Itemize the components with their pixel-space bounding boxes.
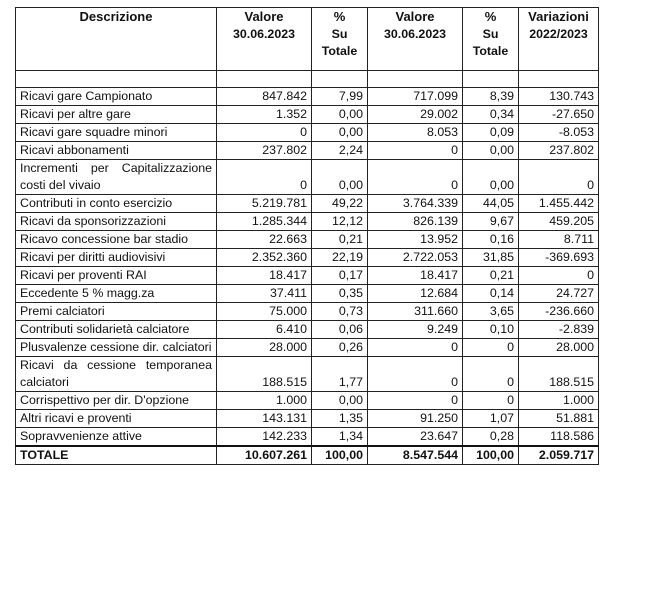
subheader-su-totale-1: [312, 26, 368, 71]
total-percent-1: 100,00: [312, 446, 368, 465]
spacer-cell: [16, 71, 217, 88]
row-percent-2: 0: [463, 339, 519, 357]
row-value-2: 9.249: [368, 321, 463, 339]
row-percent-2: 0,14: [463, 285, 519, 303]
table-row: [16, 410, 599, 428]
row-variation: 459.205: [519, 213, 599, 231]
row-percent-1: 0,00: [312, 160, 368, 195]
row-value-1: 143.131: [217, 410, 312, 428]
row-value-2: 717.099: [368, 88, 463, 106]
row-percent-1: 12,12: [312, 213, 368, 231]
row-percent-2: 0,21: [463, 267, 519, 285]
table-row: [16, 357, 599, 392]
row-variation: 28.000: [519, 339, 599, 357]
table-row: [16, 231, 599, 249]
row-variation: -8.053: [519, 124, 599, 142]
row-value-2: 0: [368, 339, 463, 357]
row-value-1: 0: [217, 160, 312, 195]
header-percent-2: %: [463, 8, 519, 27]
row-value-2: 0: [368, 142, 463, 160]
total-percent-2: 100,00: [463, 446, 519, 465]
row-value-1: 5.219.781: [217, 195, 312, 213]
row-percent-1: 1,77: [312, 357, 368, 392]
subheader-totale-2: Totale: [472, 44, 509, 58]
total-variation: 2.059.717: [519, 446, 599, 465]
header-valore-1: Valore: [217, 8, 312, 27]
row-value-2: 3.764.339: [368, 195, 463, 213]
row-value-2: 311.660: [368, 303, 463, 321]
row-value-1: 18.417: [217, 267, 312, 285]
row-percent-1: 0,73: [312, 303, 368, 321]
row-percent-2: 31,85: [463, 249, 519, 267]
row-percent-1: 49,22: [312, 195, 368, 213]
table-row: [16, 267, 599, 285]
row-percent-2: 0,28: [463, 428, 519, 447]
table-row: [16, 392, 599, 410]
total-value-1: 10.607.261: [217, 446, 312, 465]
row-value-2: 8.053: [368, 124, 463, 142]
row-percent-1: 0,00: [312, 106, 368, 124]
row-description: Eccedente 5 % magg.za: [16, 285, 217, 303]
total-value-2: 8.547.544: [368, 446, 463, 465]
table-row: [16, 88, 599, 106]
row-description: Ricavi gare Campionato: [16, 88, 217, 106]
table-row: [16, 213, 599, 231]
row-percent-1: 0,00: [312, 124, 368, 142]
row-description: Contributi in conto esercizio: [16, 195, 217, 213]
row-description: Altri ricavi e proventi: [16, 410, 217, 428]
spacer-cell: [217, 71, 312, 88]
row-variation: 188.515: [519, 357, 599, 392]
row-percent-2: 0: [463, 357, 519, 392]
row-description: Sopravvenienze attive: [16, 428, 217, 447]
row-description: Ricavo concessione bar stadio: [16, 231, 217, 249]
row-value-2: 13.952: [368, 231, 463, 249]
row-value-1: 37.411: [217, 285, 312, 303]
row-value-2: 0: [368, 160, 463, 195]
header-variazioni: Variazioni: [519, 8, 599, 27]
row-percent-2: 0,10: [463, 321, 519, 339]
row-value-1: 2.352.360: [217, 249, 312, 267]
subheader-empty: [16, 26, 217, 71]
table-row: [16, 249, 599, 267]
table-body: [16, 71, 599, 447]
row-value-1: 188.515: [217, 357, 312, 392]
row-value-1: 0: [217, 124, 312, 142]
row-variation: 8.711: [519, 231, 599, 249]
table-row: [16, 106, 599, 124]
row-variation: -369.693: [519, 249, 599, 267]
revenue-table: [15, 7, 599, 465]
row-variation: 118.586: [519, 428, 599, 447]
row-variation: 1.455.442: [519, 195, 599, 213]
row-value-1: 847.842: [217, 88, 312, 106]
spacer-cell: [368, 71, 463, 88]
row-description: Ricavi da sponsorizzazioni: [16, 213, 217, 231]
row-description: Ricavi gare squadre minori: [16, 124, 217, 142]
table-row: [16, 124, 599, 142]
table-row: [16, 160, 599, 195]
row-variation: -27.650: [519, 106, 599, 124]
row-variation: -2.839: [519, 321, 599, 339]
row-percent-2: 44,05: [463, 195, 519, 213]
subheader-su-totale-2: [463, 26, 519, 71]
row-description: Ricavi per proventi RAI: [16, 267, 217, 285]
row-description: Incrementi per Capitalizzazione costi del vivaio: [16, 160, 217, 195]
row-percent-1: 0,00: [312, 392, 368, 410]
row-value-2: 23.647: [368, 428, 463, 447]
spacer-row: [16, 71, 599, 88]
row-description: Corrispettivo per dir. D'opzione: [16, 392, 217, 410]
row-percent-2: 0,34: [463, 106, 519, 124]
row-value-2: 0: [368, 357, 463, 392]
row-value-1: 142.233: [217, 428, 312, 447]
row-percent-1: 0,06: [312, 321, 368, 339]
subheader-su-1: Su: [331, 27, 348, 41]
row-value-2: 826.139: [368, 213, 463, 231]
row-variation: 0: [519, 267, 599, 285]
total-row: [16, 446, 599, 465]
row-percent-1: 0,17: [312, 267, 368, 285]
row-description: Ricavi abbonamenti: [16, 142, 217, 160]
row-percent-1: 1,35: [312, 410, 368, 428]
row-value-1: 22.663: [217, 231, 312, 249]
row-variation: 24.727: [519, 285, 599, 303]
spacer-cell: [463, 71, 519, 88]
row-value-1: 1.285.344: [217, 213, 312, 231]
row-percent-2: 0,16: [463, 231, 519, 249]
row-percent-2: 9,67: [463, 213, 519, 231]
row-value-1: 6.410: [217, 321, 312, 339]
row-variation: 237.802: [519, 142, 599, 160]
table-row: [16, 195, 599, 213]
table-row: [16, 321, 599, 339]
row-value-1: 28.000: [217, 339, 312, 357]
row-description: Ricavi da cessione temporanea calciatori: [16, 357, 217, 392]
row-percent-2: 0,00: [463, 142, 519, 160]
table-row: [16, 285, 599, 303]
spacer-cell: [312, 71, 368, 88]
subheader-date-2: 30.06.2023: [368, 26, 463, 71]
total-label: TOTALE: [16, 446, 217, 465]
row-value-2: 2.722.053: [368, 249, 463, 267]
row-value-2: 29.002: [368, 106, 463, 124]
row-value-2: 0: [368, 392, 463, 410]
row-variation: -236.660: [519, 303, 599, 321]
row-percent-1: 22,19: [312, 249, 368, 267]
table-row: [16, 428, 599, 447]
subheader-date-1: 30.06.2023: [217, 26, 312, 71]
row-value-1: 75.000: [217, 303, 312, 321]
row-percent-1: 2,24: [312, 142, 368, 160]
row-value-2: 18.417: [368, 267, 463, 285]
row-description: Plusvalenze cessione dir. calciatori: [16, 339, 217, 357]
row-description: Contributi solidarietà calciatore: [16, 321, 217, 339]
row-percent-2: 0,00: [463, 160, 519, 195]
table-row: [16, 303, 599, 321]
row-description: Ricavi per diritti audiovisivi: [16, 249, 217, 267]
row-variation: 1.000: [519, 392, 599, 410]
table-row: [16, 142, 599, 160]
row-value-2: 91.250: [368, 410, 463, 428]
row-percent-2: 0: [463, 392, 519, 410]
header-valore-2: Valore: [368, 8, 463, 27]
row-variation: 0: [519, 160, 599, 195]
row-value-1: 1.000: [217, 392, 312, 410]
row-percent-2: 0,09: [463, 124, 519, 142]
subheader-totale-1: Totale: [321, 44, 358, 58]
subheader-row: [16, 26, 599, 71]
header-percent-1: %: [312, 8, 368, 27]
spacer-cell: [519, 71, 599, 88]
header-descrizione: Descrizione: [16, 8, 217, 27]
row-percent-1: 1,34: [312, 428, 368, 447]
table-row: [16, 339, 599, 357]
subheader-su-2: Su: [482, 27, 499, 41]
row-value-2: 12.684: [368, 285, 463, 303]
row-percent-2: 8,39: [463, 88, 519, 106]
row-percent-1: 0,26: [312, 339, 368, 357]
row-description: Ricavi per altre gare: [16, 106, 217, 124]
header-row: [16, 8, 599, 27]
row-percent-2: 3,65: [463, 303, 519, 321]
row-percent-2: 1,07: [463, 410, 519, 428]
subheader-period: 2022/2023: [519, 26, 599, 71]
row-variation: 51.881: [519, 410, 599, 428]
row-percent-1: 0,21: [312, 231, 368, 249]
row-description: Premi calciatori: [16, 303, 217, 321]
row-variation: 130.743: [519, 88, 599, 106]
row-value-1: 237.802: [217, 142, 312, 160]
row-percent-1: 7,99: [312, 88, 368, 106]
row-value-1: 1.352: [217, 106, 312, 124]
row-percent-1: 0,35: [312, 285, 368, 303]
